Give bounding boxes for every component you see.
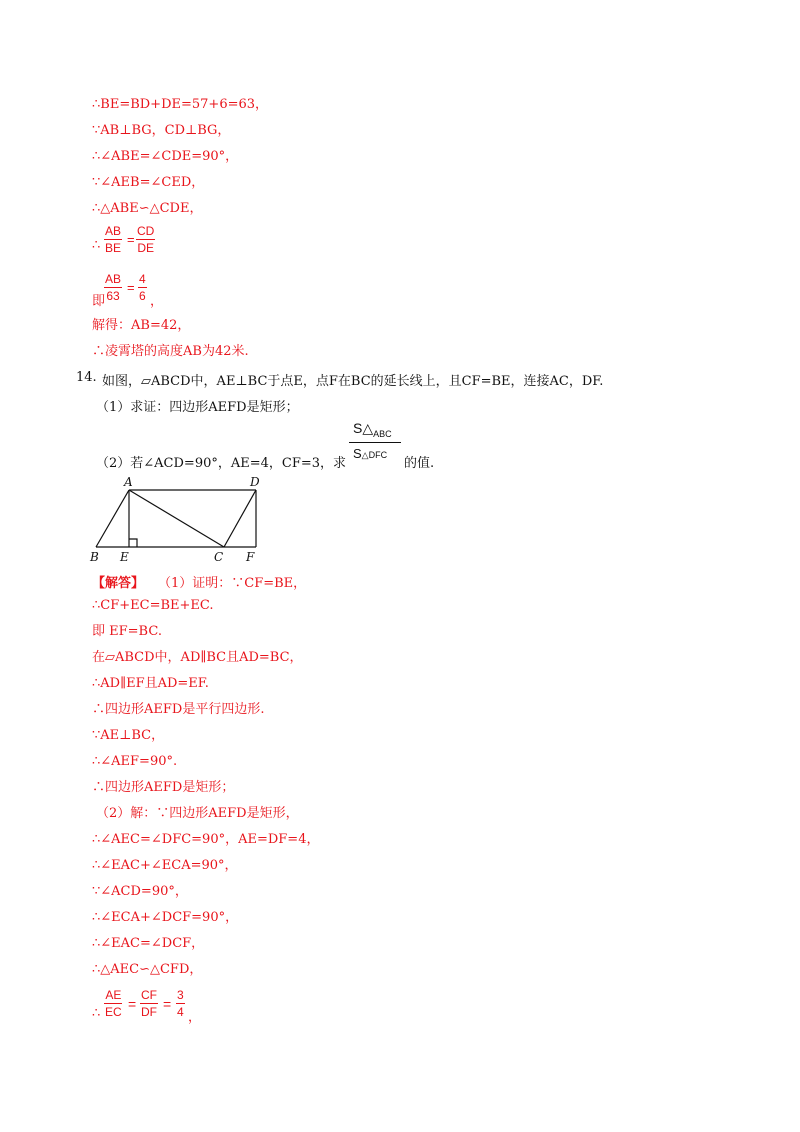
fraction-denominator: DE xyxy=(137,241,154,255)
solution-line: ∵∠ACD=90°， xyxy=(92,884,188,899)
solution-line: ∴∠ABE=∠CDE=90°， xyxy=(92,149,239,164)
solution-line: ∴BE=BD+DE=57+6=63， xyxy=(92,97,269,112)
label-C: C xyxy=(214,550,224,564)
fraction-numerator: AE xyxy=(105,988,122,1002)
fraction-denominator: 63 xyxy=(106,289,120,303)
solution-line: ∴四边形AEFD是平行四边形. xyxy=(92,702,265,717)
label-F: F xyxy=(246,550,255,564)
solution-line: 即 EF=BC. xyxy=(92,624,162,639)
fraction-numerator: 4 xyxy=(139,272,146,286)
ratio-denominator: S xyxy=(353,446,362,461)
ratio-numerator: S△ xyxy=(353,420,374,436)
solution-line: ∵AB⊥BG，CD⊥BG， xyxy=(92,123,231,138)
solution-tag: 【解答】 xyxy=(92,576,145,591)
frac2-suffix: ， xyxy=(150,294,164,309)
fraction-numerator: AB xyxy=(105,272,122,286)
fraction-denominator: DF xyxy=(141,1005,157,1019)
right-angle-mark xyxy=(129,539,137,547)
solution-line: ∵∠AEB=∠CED， xyxy=(92,175,205,190)
solution-line: 解得：AB=42， xyxy=(92,318,191,333)
fraction-bar xyxy=(349,442,401,443)
solution-line: 在▱ABCD中，AD∥BC且AD=BC， xyxy=(92,650,303,665)
ratio-numerator-sub: ABC xyxy=(373,429,392,439)
segment-AC xyxy=(129,490,224,547)
solution-first: （1）证明：∵CF=BE， xyxy=(158,576,307,591)
fraction xyxy=(136,224,155,255)
fraction-denominator: EC xyxy=(105,1005,122,1019)
fraction xyxy=(176,988,185,1019)
fraction xyxy=(104,272,122,303)
label-D: D xyxy=(250,475,260,489)
fraction-numerator: CD xyxy=(137,224,155,238)
problem-part2-prefix: （2）若∠ACD=90°，AE=4，CF=3，求 xyxy=(96,456,347,471)
fraction xyxy=(104,988,123,1019)
equals-sign: = xyxy=(127,232,135,247)
problem-text: 如图，▱ABCD中，AE⊥BC于点E，点F在BC的延长线上，且CF=BE，连接AC，DF. xyxy=(102,374,604,389)
solution-line: ∴∠EAC=∠DCF， xyxy=(92,936,205,951)
solution-line: （2）解：∵四边形AEFD是矩形， xyxy=(96,806,299,821)
solution-line: ∴凌霄塔的高度AB为42米. xyxy=(92,344,249,359)
solution-line: ∴△AEC∽△CFD， xyxy=(92,962,203,977)
fraction xyxy=(140,988,158,1019)
equals-sign: = xyxy=(163,996,172,1012)
label-E: E xyxy=(120,550,129,564)
solution-line: ∴CF+EC=BE+EC. xyxy=(92,598,214,613)
fraction-denominator: BE xyxy=(105,241,122,255)
segment-CD xyxy=(224,490,256,547)
frac1-prefix: ∴ xyxy=(92,238,101,253)
solution-line: ∴AD∥EF且AD=EF. xyxy=(92,676,209,691)
fraction-numerator: CF xyxy=(141,988,157,1002)
solution-line: ∴△ABE∽△CDE， xyxy=(92,201,203,216)
ratio-denominator-sub: △DFC xyxy=(361,450,388,460)
solution-line: ∴∠AEC=∠DFC=90°，AE=DF=4， xyxy=(92,832,320,847)
fraction xyxy=(104,224,122,255)
label-A: A xyxy=(124,475,133,489)
solution-line: ∴∠AEF=90°. xyxy=(92,754,178,769)
equals-sign: = xyxy=(127,280,135,295)
area-ratio xyxy=(349,420,401,468)
problem-part2-suffix: 的值. xyxy=(404,456,435,471)
geometry-figure xyxy=(86,472,276,564)
solution-line: ∴四边形AEFD是矩形； xyxy=(92,780,235,795)
fraction-denominator: 4 xyxy=(177,1005,184,1019)
label-B: B xyxy=(90,550,99,564)
fraction xyxy=(138,272,147,303)
problem-number: 14. xyxy=(76,370,97,385)
solution-line: ∵AE⊥BC， xyxy=(92,728,165,743)
solution-line: ∴∠EAC+∠ECA=90°， xyxy=(92,858,238,873)
frac2-prefix: 即 xyxy=(92,294,106,309)
solution-line: ∴∠ECA+∠DCF=90°， xyxy=(92,910,239,925)
equals-sign: = xyxy=(128,996,137,1012)
fraction-numerator: AB xyxy=(105,224,122,238)
frac3-suffix: ， xyxy=(188,1010,202,1025)
segment-AB xyxy=(96,490,129,547)
fraction-denominator: 6 xyxy=(139,289,146,303)
fraction-numerator: 3 xyxy=(177,988,184,1002)
problem-part1: （1）求证：四边形AEFD是矩形； xyxy=(96,400,299,415)
frac3-prefix: ∴ xyxy=(92,1006,101,1021)
